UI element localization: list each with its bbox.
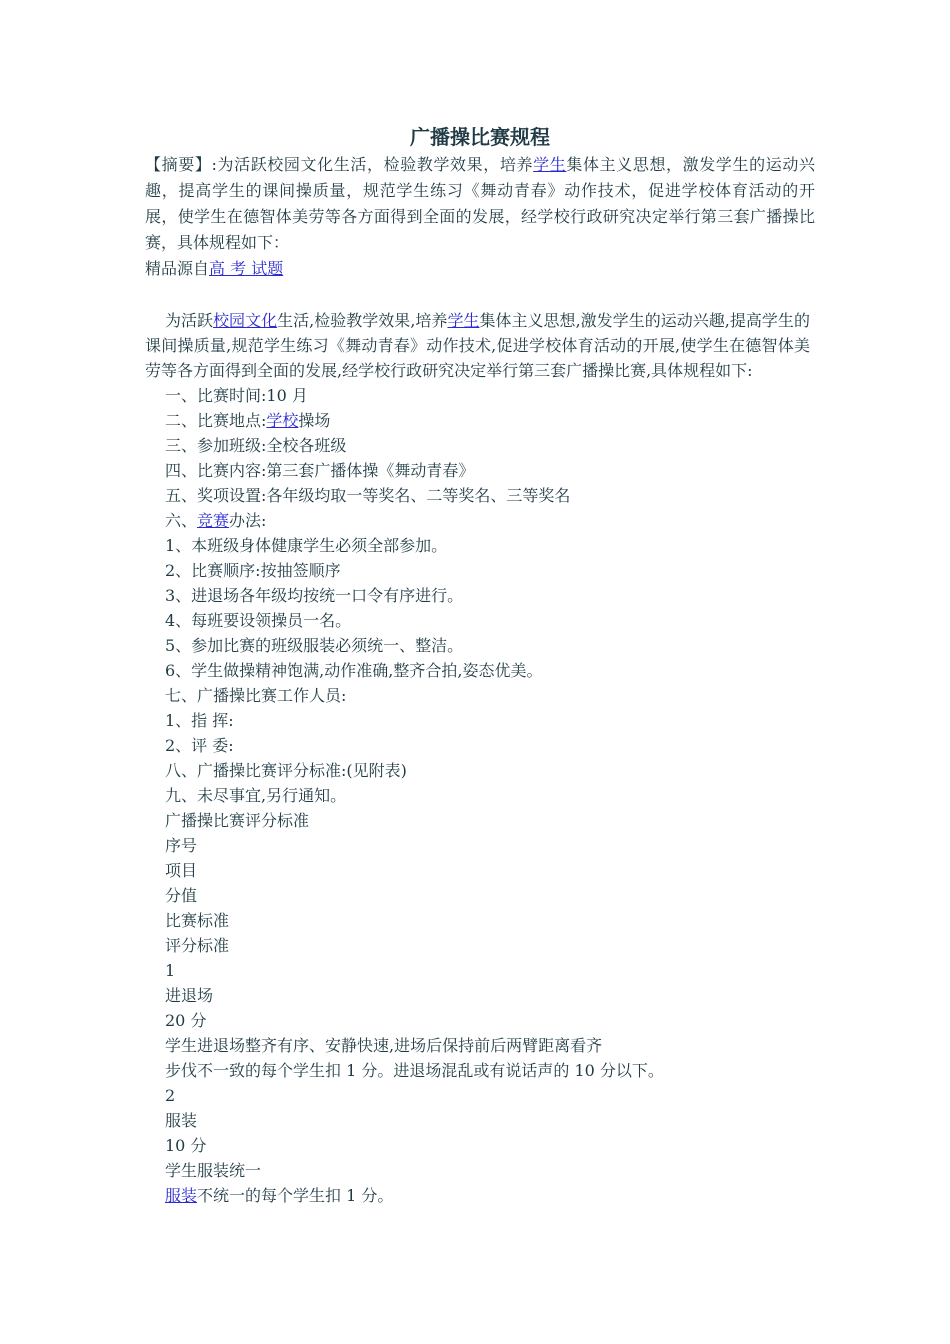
document-title: 广播操比赛规程 <box>410 125 550 149</box>
source-prefix: 精品源自 <box>145 259 210 278</box>
intro-part-2: 生活,检验教学效果,培养 <box>277 311 448 330</box>
item-place-suffix: 操场 <box>298 411 331 430</box>
item-place <box>165 408 815 433</box>
intro-part-1: 为活跃 <box>165 311 214 330</box>
student-link[interactable]: 学生 <box>533 155 567 174</box>
blank-line <box>145 282 815 308</box>
row2-grading-suffix: 不统一的每个学生扣 1 分。 <box>197 1186 394 1205</box>
table-header-standard: 比赛标准 <box>165 911 230 930</box>
row1-no: 1 <box>165 961 176 980</box>
row2-item: 服装 <box>165 1111 198 1130</box>
school-link[interactable]: 学校 <box>266 411 299 430</box>
summary-prefix: 【摘要】:为活跃校园文化生活，检验教学效果，培养 <box>145 155 534 174</box>
rules-list <box>145 383 815 1208</box>
intro-part-3: 集体主义思想,激发学生的运动兴趣,提高学生的课间操质量,规范学生练习《舞动青春》动作技术,促进学校体育活动的开展,使学生在德智体美劳等各方面得到全面的发展,经学校行政研究决定举行第三套广播操比赛,具体规程如下: <box>145 311 810 380</box>
rule-3: 3、进退场各年级均按统一口令有序进行。 <box>165 586 464 605</box>
item-method-prefix: 六、 <box>165 511 198 530</box>
item-method-suffix: 办法: <box>229 511 267 530</box>
item-place-prefix: 二、比赛地点: <box>165 411 267 430</box>
table-title: 广播操比赛评分标准 <box>165 811 310 830</box>
table-header-grading: 评分标准 <box>165 936 230 955</box>
intro-paragraph <box>145 308 810 383</box>
campus-culture-link[interactable]: 校园文化 <box>213 311 278 330</box>
row1-standard: 学生进退场整齐有序、安静快速,进场后保持前后两臂距离看齐 <box>165 1036 603 1055</box>
table-header-no: 序号 <box>165 836 198 855</box>
row2-score: 10 分 <box>165 1136 207 1155</box>
table-header-item: 项目 <box>165 861 198 880</box>
source-line <box>145 256 815 282</box>
row2-grading <box>165 1183 815 1208</box>
summary-paragraph <box>145 152 815 256</box>
competition-link[interactable]: 竞赛 <box>197 511 230 530</box>
source-link[interactable]: 高 考 试题 <box>209 259 284 278</box>
summary-suffix: 集体主义思想，激发学生的运动兴趣，提高学生的课间操质量，规范学生练习《舞动青春》动作技术，促进学校体育活动的开展，使学生在德智体美劳等各方面得到全面的发展，经学校行政研究决定举行第三套广播操比赛，具体规程如下： <box>145 155 815 252</box>
table-header-score: 分值 <box>165 886 198 905</box>
row1-score: 20 分 <box>165 1011 207 1030</box>
item-criteria: 八、广播操比赛评分标准:(见附表) <box>165 761 407 780</box>
item-method <box>165 508 815 533</box>
rule-4: 4、每班要设领操员一名。 <box>165 611 352 630</box>
item-content: 四、比赛内容:第三套广播体操《舞动青春》 <box>165 461 475 480</box>
clothing-link[interactable]: 服装 <box>165 1186 198 1205</box>
rule-2: 2、比赛顺序:按抽签顺序 <box>165 561 341 580</box>
item-classes: 三、参加班级:全校各班级 <box>165 436 347 455</box>
item-misc: 九、未尽事宜,另行通知。 <box>165 786 347 805</box>
rule-5: 5、参加比赛的班级服装必须统一、整洁。 <box>165 636 464 655</box>
row1-grading: 步伐不一致的每个学生扣 1 分。进退场混乱或有说话声的 10 分以下。 <box>165 1061 664 1080</box>
staff-judges: 2、评 委: <box>165 736 234 755</box>
rule-6: 6、学生做操精神饱满,动作准确,整齐合拍,姿态优美。 <box>165 661 543 680</box>
item-staff: 七、广播操比赛工作人员: <box>165 686 347 705</box>
row2-standard: 学生服装统一 <box>165 1161 262 1180</box>
item-awards: 五、奖项设置:各年级均取一等奖名、二等奖名、三等奖名 <box>165 486 571 505</box>
row1-item: 进退场 <box>165 986 214 1005</box>
row2-no: 2 <box>165 1086 176 1105</box>
document-page <box>145 122 815 1208</box>
rule-1: 1、本班级身体健康学生必须全部参加。 <box>165 536 448 555</box>
item-time: 一、比赛时间:10 月 <box>165 386 308 405</box>
student-link-2[interactable]: 学生 <box>447 311 480 330</box>
staff-conductor: 1、指 挥: <box>165 711 234 730</box>
